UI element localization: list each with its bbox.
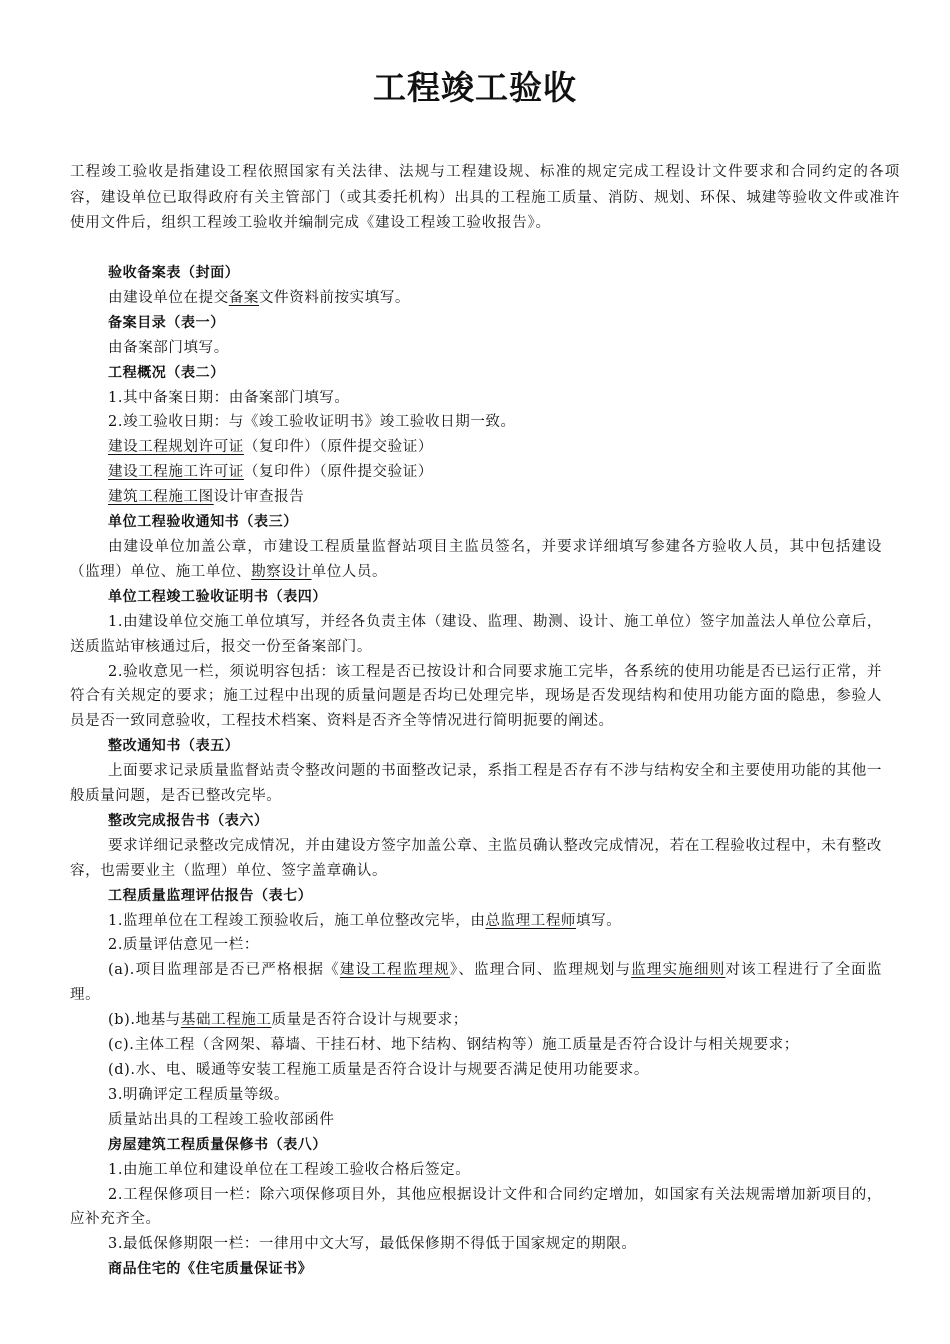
list-item: (c).主体工程（含网架、幕墙、干挂石材、地下结构、钢结构等）施工质量是否符合设计与相关规要求； [108,1037,799,1054]
list-item: (b).地基与基础工程施工质量是否符合设计与规要求； [108,1012,468,1029]
intro-paragraph: 工程竣工验收是指建设工程依照国家有关法律、法规与工程建设规、标准的规定完成工程设计文件要求和合同约定的各项容，建设单位已取得政府有关主管部门（或其委托机构）出具的工程施工质量、消防、规划、环保、城建等验收文件或准许使用文件后，组织工程竣工验收并编制完成《建设工程竣工验收报告》。 [70,164,900,231]
list-item: 3.明确评定工程质量等级。 [108,1086,290,1103]
paragraph: 2.工程保修项目一栏：除六项保修项目外，其他应根据设计文件和合同约定增加，如国家有关法规需增加新项目的，应补充齐全。 [70,1186,882,1228]
section-heading-table1: 备案目录（表一） [108,314,225,331]
link-supervision-code[interactable]: 建设工程监理规 [339,962,450,979]
section-heading-cover: 验收备案表（封面） [108,265,240,281]
list-item: 2.质量评估意见一栏： [108,937,259,954]
section-text-cover: 由建设单位在提交备案文件资料前按实填写。 [108,289,411,306]
list-item: (a).项目监理部是否已严格根据《建设工程监理规》、监理合同、监理规划与监理实施细则对该工程进行了全面监理。 [70,962,882,1004]
section-heading-table5: 整改通知书（表五） [108,738,240,755]
section-heading-table8: 房屋建筑工程质量保修书（表八） [108,1136,327,1153]
list-item: 建筑工程施工图设计审查报告 [108,489,305,506]
link-supervision-rules[interactable]: 监理实施细则 [631,962,726,979]
section-heading-table7: 工程质量监理评估报告（表七） [108,887,313,904]
link-planning-permit[interactable]: 建设工程规划许可证 [108,439,244,456]
section-heading-table6: 整改完成报告书（表六） [108,812,269,829]
list-item: 1.监理单位在工程竣工预验收后，施工单位整改完毕，由总监理工程师填写。 [108,912,622,929]
link-foundation-work[interactable]: 基础工程施工 [180,1012,272,1029]
document-title: 工程竣工验收 [373,68,577,107]
list-item: 3.最低保修期限一栏：一律用中文大写，最低保修期不得低于国家规定的期限。 [108,1236,637,1253]
list-item: 质量站出具的工程竣工验收部函件 [108,1111,335,1128]
section-heading-table3: 单位工程验收通知书（表三） [108,514,298,531]
list-item: 2.竣工验收日期：与《竣工验收证明书》竣工验收日期一致。 [108,414,516,431]
section-text-table3: 由建设单位加盖公章，市建设工程质量监督站项目主监员签名，并要求详细填写参建各方验收人员，其中包括建设（监理）单位、施工单位、勘察设计单位人员。 [70,538,882,580]
paragraph: 2.验收意见一栏，须说明容包括：该工程是否已按设计和合同要求施工完毕，各系统的使用功能是否已运行正常，并符合有关规定的要求；施工过程中出现的质量问题是否均已处理完毕，现场是否发现结构和使用功能方面的隐患，参验人员是否一致同意验收，工程技术档案、资料是否齐全等情况进行简明扼要的阐述。 [70,663,882,730]
link-chief-supervisor[interactable]: 总监理工程师 [485,912,577,929]
link-filing[interactable]: 备案 [228,289,260,306]
list-item: 建设工程规划许可证（复印件）（原件提交验证） [108,439,433,456]
section-text-table1: 由备案部门填写。 [108,339,229,356]
paragraph: 上面要求记录质量监督站责令整改问题的书面整改记录，系指工程是否存有不涉与结构安全和主要使用功能的其他一般质量问题，是否已整改完毕。 [70,763,882,805]
list-item: 1.其中备案日期：由备案部门填写。 [108,389,350,406]
document-body [70,261,882,1282]
section-heading-table4: 单位工程竣工验收证明书（表四） [108,588,327,605]
paragraph: 1.由建设单位交施工单位填写，并经各负责主体（建设、监理、勘测、设计、施工单位）签字加盖法人单位公章后，送质监站审核通过后，报交一份至备案部门。 [70,613,882,655]
list-item: 1.由施工单位和建设单位在工程竣工验收合格后签定。 [108,1161,471,1178]
link-construction-permit[interactable]: 建设工程施工许可证 [108,464,244,481]
section-heading-table2: 工程概况（表二） [108,364,225,381]
section-heading-warranty: 商品住宅的《住宅质量保证书》 [108,1261,313,1278]
paragraph: 要求详细记录整改完成情况，并由建设方签字加盖公章、主监员确认整改完成情况，若在工程验收过程中，未有整改容，也需要业主（监理）单位、签字盖章确认。 [70,837,882,879]
link-construction-drawing[interactable]: 建筑工程施工图 [108,489,214,506]
list-item: (d).水、电、暖通等安装工程施工质量是否符合设计与规要否满足使用功能要求。 [108,1062,650,1078]
link-survey-design[interactable]: 勘察设计 [251,563,312,580]
list-item: 建设工程施工许可证（复印件）（原件提交验证） [108,464,433,481]
